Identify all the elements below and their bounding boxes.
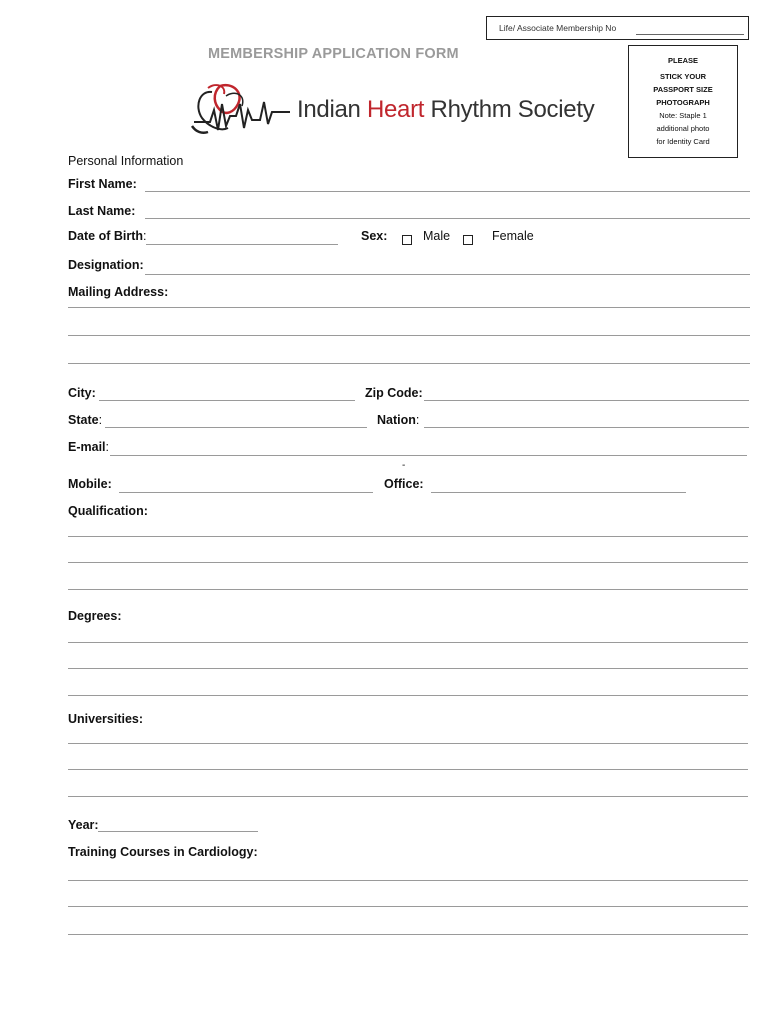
mobile-label: Mobile: — [68, 477, 112, 491]
photo-box-line7: for Identity Card — [656, 137, 710, 146]
email-label — [68, 440, 109, 454]
first-name-label: First Name: — [68, 177, 137, 191]
logo-text-heart: Heart — [366, 96, 425, 123]
nation-label-text: Nation — [377, 413, 416, 427]
logo-wordmark — [297, 96, 594, 124]
qualification-line-2[interactable] — [68, 562, 748, 563]
photo-box-line4: PHOTOGRAPH — [656, 98, 710, 107]
mailing-address-line-3[interactable] — [68, 363, 750, 364]
last-name-label: Last Name: — [68, 204, 136, 218]
state-label — [68, 413, 102, 427]
qualification-line-3[interactable] — [68, 589, 748, 590]
mailing-address-line-1[interactable] — [68, 307, 750, 308]
training-line-3[interactable] — [68, 934, 748, 935]
date-of-birth-label — [68, 229, 146, 243]
photo-box-line6: additional photo — [656, 124, 710, 133]
email-colon: : — [105, 440, 109, 454]
universities-line-3[interactable] — [68, 796, 748, 797]
qualification-line-1[interactable] — [68, 536, 748, 537]
office-field[interactable] — [431, 492, 686, 493]
photo-box-line5: Note: Staple 1 — [659, 111, 707, 120]
heart-rhythm-logo-icon — [190, 80, 300, 138]
year-field[interactable] — [98, 831, 258, 832]
state-label-text: State — [68, 413, 99, 427]
designation-field[interactable] — [145, 274, 750, 275]
nation-field[interactable] — [424, 427, 749, 428]
training-courses-label: Training Courses in Cardiology: — [68, 845, 258, 859]
zip-code-label: Zip Code: — [365, 386, 423, 400]
qualification-label: Qualification: — [68, 504, 148, 518]
universities-line-1[interactable] — [68, 743, 748, 744]
nation-label — [377, 413, 419, 427]
training-line-2[interactable] — [68, 906, 748, 907]
mailing-address-label: Mailing Address: — [68, 285, 169, 299]
degrees-line-3[interactable] — [68, 695, 748, 696]
first-name-field[interactable] — [145, 191, 750, 192]
email-field[interactable] — [110, 455, 747, 456]
date-of-birth-label-text: Date of Birth — [68, 229, 143, 243]
mailing-address-line-2[interactable] — [68, 335, 750, 336]
date-of-birth-colon: : — [143, 229, 147, 243]
state-field[interactable] — [105, 427, 367, 428]
universities-label: Universities: — [68, 712, 144, 726]
section-title-personal-information: Personal Information — [68, 154, 184, 168]
degrees-label: Degrees: — [68, 609, 122, 623]
form-title: MEMBERSHIP APPLICATION FORM — [208, 46, 459, 62]
universities-line-2[interactable] — [68, 769, 748, 770]
training-line-1[interactable] — [68, 880, 748, 881]
photo-box-line1: PLEASE — [667, 56, 698, 65]
designation-label: Designation: — [68, 258, 144, 272]
office-label: Office: — [384, 477, 424, 491]
degrees-line-1[interactable] — [68, 642, 748, 643]
male-checkbox[interactable] — [402, 235, 412, 245]
male-option-label: Male — [423, 229, 451, 243]
photo-box-line2: STICK YOUR — [659, 72, 707, 81]
degrees-line-2[interactable] — [68, 668, 748, 669]
state-colon: : — [98, 413, 103, 427]
email-label-text: E-mail — [68, 440, 106, 454]
nation-colon: : — [415, 413, 420, 427]
membership-number-field[interactable] — [636, 34, 744, 35]
female-option-label: Female — [492, 229, 534, 243]
logo-text-part3: Rhythm Society — [424, 96, 595, 123]
office-dash: - — [402, 460, 406, 471]
year-label: Year: — [68, 818, 99, 832]
sex-label: Sex: — [361, 229, 388, 243]
date-of-birth-field[interactable] — [146, 244, 338, 245]
zip-code-field[interactable] — [424, 400, 749, 401]
mobile-field[interactable] — [119, 492, 373, 493]
photo-box — [628, 45, 738, 158]
last-name-field[interactable] — [145, 218, 750, 219]
photo-box-line3: PASSPORT SIZE — [653, 85, 713, 94]
logo-text-part1: Indian — [297, 96, 367, 123]
membership-number-label: Life/ Associate Membership No — [499, 23, 617, 33]
city-label: City: — [68, 386, 96, 400]
city-field[interactable] — [99, 400, 355, 401]
female-checkbox[interactable] — [463, 235, 473, 245]
